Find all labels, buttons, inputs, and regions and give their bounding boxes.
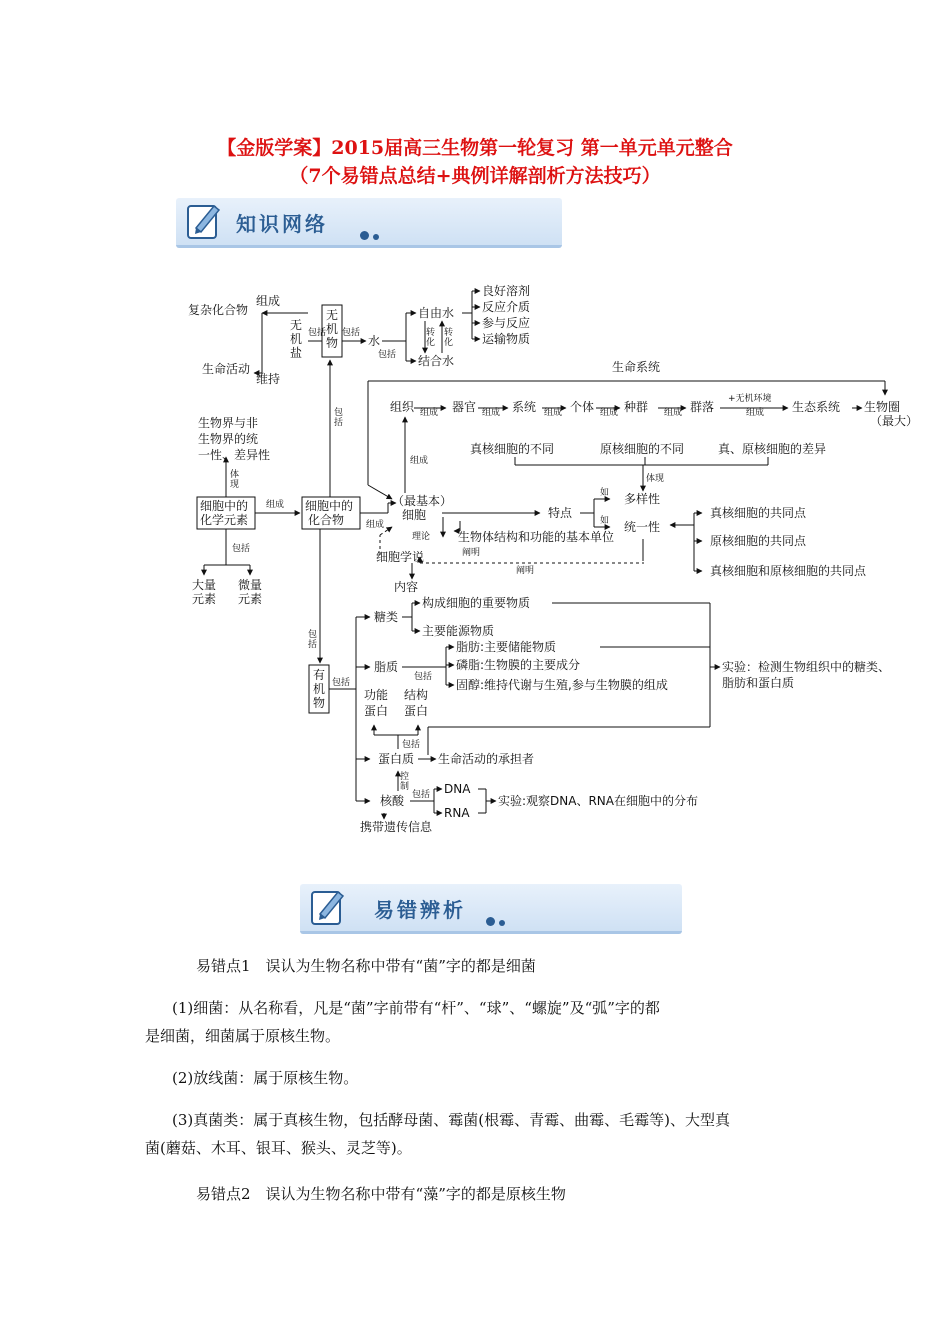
elements-2: 化学元素 (200, 513, 249, 527)
label-baokuo-3: 包括 (378, 350, 397, 360)
label-zucheng-h5: 组成 (664, 408, 683, 418)
label-ti: 体 (230, 470, 240, 480)
micro-1: 微量 (238, 578, 263, 592)
node-wuji-wu-1: 无 (326, 308, 339, 322)
node-cell-theory: 细胞学说 (376, 550, 425, 564)
sugar-item-2: 主要能源物质 (422, 624, 495, 638)
label-zucheng-1: 组成 (256, 294, 281, 308)
knowledge-diagram (180, 265, 919, 845)
func-protein-1: 功能 (364, 688, 389, 702)
label-ru-2: 如 (600, 516, 610, 526)
water-use-4: 运输物质 (482, 332, 531, 346)
water-use-1: 良好溶剂 (482, 284, 531, 298)
label-hua-a: 化 (426, 338, 436, 348)
lipid-item-1: 脂肪:主要储能物质 (456, 640, 557, 654)
label-zucheng-c: 组成 (366, 520, 385, 530)
unity-text-3: 一性、差异性 (198, 448, 271, 462)
errors-banner (300, 884, 682, 934)
node-ecosystem: 生态系统 (792, 400, 841, 414)
node-wuji-wu-2: 机 (326, 322, 339, 336)
node-diversity: 多样性 (624, 492, 661, 506)
error-paragraph-1: (1)细菌：从名称看，凡是“菌”字前带有“杆”、“球”、“螺旋”及“弧”字的都 (172, 999, 660, 1017)
unity-text-1: 生物界与非 (198, 416, 259, 430)
label-zucheng-h3: 组成 (544, 408, 563, 418)
label-baokuo-o2: 括 (308, 640, 318, 650)
node-community: 群落 (690, 400, 715, 414)
node-wuji-wu-3: 物 (326, 336, 339, 350)
diff-eukaryote: 真核细胞的不同 (470, 442, 555, 456)
label-baokuo-e: 包括 (232, 544, 251, 554)
label-baokuo-o: 包括 (332, 678, 351, 688)
func-protein-2: 蛋白 (364, 704, 389, 718)
title-line-1: 【金版学案】2015届高三生物第一轮复习 第一单元单元整合 (217, 137, 733, 159)
experiment-2: 实验:观察DNA、RNA在细胞中的分布 (498, 794, 698, 808)
node-life-system: 生命系统 (612, 360, 661, 374)
node-water: 水 (368, 334, 381, 348)
knowledge-banner-label: 知识网络 (236, 212, 328, 236)
label-baokuo-v1: 包 (334, 408, 344, 418)
label-zucheng-v: 组成 (410, 456, 429, 466)
label-hua-b: 化 (444, 338, 454, 348)
diff-prokaryote: 原核细胞的不同 (600, 442, 685, 456)
compounds-1: 细胞中的 (305, 499, 354, 513)
micro-2: 元素 (238, 592, 263, 606)
node-most-basic: （最基本） (392, 494, 453, 508)
label-baokuo-o1: 包 (308, 630, 318, 640)
label-baokuo-2: 包括 (342, 328, 361, 338)
struct-protein-1: 结构 (404, 688, 429, 702)
node-population: 种群 (624, 400, 649, 414)
experiment-1b: 脂肪和蛋白质 (722, 676, 795, 690)
protein-role: 生命活动的承担者 (438, 752, 535, 766)
sugar-item-1: 构成细胞的重要物质 (422, 596, 531, 610)
common-both: 真核细胞和原核细胞的共同点 (710, 564, 867, 578)
macro-1: 大量 (192, 578, 217, 592)
node-tissue: 组织 (390, 400, 415, 414)
node-sugar: 糖类 (374, 610, 399, 624)
label-baokuo-1: 包括 (308, 328, 327, 338)
organic-1: 有 (313, 668, 326, 682)
node-individual: 个体 (570, 400, 595, 414)
node-complex-compound: 复杂化合物 (188, 303, 249, 317)
common-prokaryote: 原核细胞的共同点 (710, 534, 807, 548)
node-wuji-yan-2: 机 (290, 332, 303, 346)
error-point-2-title: 易错点2 误认为生物名称中带有“藻”字的都是原核生物 (196, 1185, 566, 1203)
compounds-2: 化合物 (308, 513, 345, 527)
label-baokuo-p: 包括 (402, 740, 421, 750)
node-organ: 器官 (452, 400, 477, 414)
error-point-1-title: 易错点1 误认为生物名称中带有“菌”字的都是细菌 (196, 957, 536, 975)
water-use-3: 参与反应 (482, 316, 531, 330)
macro-2: 元素 (192, 592, 217, 606)
label-baokuo-n: 包括 (412, 790, 431, 800)
lipid-item-2: 磷脂:生物膜的主要成分 (456, 658, 581, 672)
label-zhuan-b: 转 (444, 328, 454, 338)
organic-2: 机 (313, 682, 326, 696)
knowledge-banner (176, 198, 562, 248)
water-use-2: 反应介质 (482, 300, 531, 314)
label-zucheng-h6: 组成 (746, 408, 765, 418)
label-zhi: 制 (400, 782, 410, 792)
node-wuji-yan: 无 (290, 318, 303, 332)
organic-3: 物 (313, 696, 326, 710)
struct-protein-2: 蛋白 (404, 704, 429, 718)
node-lipid: 脂质 (374, 660, 399, 674)
node-rna: RNA (444, 806, 470, 820)
label-tixian: 体现 (646, 474, 665, 484)
node-feature: 特点 (548, 506, 573, 520)
node-biosphere: 生物圈 (864, 400, 901, 414)
label-zucheng-h2: 组成 (482, 408, 501, 418)
node-protein: 蛋白质 (378, 752, 415, 766)
error-paragraph-3: (3)真菌类：属于真核生物，包括酵母菌、霉菌(根霉、青霉、曲霉、毛霉等)、大型真 (172, 1111, 730, 1129)
error-paragraph-3b: 菌(蘑菇、木耳、银耳、猴头、灵芝等)。 (145, 1139, 412, 1157)
node-dna: DNA (444, 782, 471, 796)
experiment-1a: 实验：检测生物组织中的糖类、 (722, 660, 891, 674)
label-baokuo-l: 包括 (414, 672, 433, 682)
diff-both: 真、原核细胞的差异 (718, 442, 827, 456)
node-free-water: 自由水 (418, 306, 455, 320)
label-zucheng-h1: 组成 (420, 408, 439, 418)
node-nucleic: 核酸 (380, 794, 405, 808)
node-unity: 统一性 (624, 520, 661, 534)
pencil-note-icon (308, 886, 348, 928)
common-eukaryote: 真核细胞的共同点 (710, 506, 807, 520)
unity-text-2: 生物界的统 (198, 432, 259, 446)
pencil-note-icon (184, 200, 224, 242)
node-system: 系统 (512, 400, 537, 414)
lipid-item-3: 固醇:维持代谢与生殖,参与生物膜的组成 (456, 678, 668, 692)
node-life-activity: 生命活动 (202, 362, 251, 376)
label-zucheng-h4: 组成 (600, 408, 619, 418)
label-kong: 控 (400, 772, 410, 782)
biosphere-note: （最大） (870, 414, 919, 428)
errors-banner-label: 易错辨析 (374, 898, 466, 922)
node-bound-water: 结合水 (418, 354, 455, 368)
elements-1: 细胞中的 (200, 499, 249, 513)
node-basic-unit: 生物体结构和功能的基本单位 (458, 530, 615, 544)
label-ru-1: 如 (600, 488, 610, 498)
title-line-2: （7个易错点总结+典例详解剖析方法技巧） (289, 165, 661, 187)
node-genetic-info: 携带遗传信息 (360, 820, 433, 834)
node-content: 内容 (394, 580, 419, 594)
label-lilun: 理论 (412, 532, 431, 542)
label-chanming-1: 阐明 (462, 548, 481, 558)
label-zucheng-e: 组成 (266, 500, 285, 510)
banner-dots (486, 911, 509, 930)
error-paragraph-1b: 是细菌，细菌属于原核生物。 (145, 1027, 341, 1045)
node-wuji-yan-3: 盐 (290, 346, 303, 360)
label-zhuan-a: 转 (426, 328, 436, 338)
label-env: +无机环境 (728, 394, 772, 404)
label-baokuo-v2: 括 (334, 418, 344, 428)
label-xian: 现 (230, 480, 240, 490)
label-chanming-2: 阐明 (516, 566, 535, 576)
banner-dots (360, 225, 383, 244)
node-cell: 细胞 (402, 508, 427, 522)
label-weichi: 维持 (256, 372, 281, 386)
error-paragraph-2: (2)放线菌：属于原核生物。 (172, 1069, 359, 1087)
